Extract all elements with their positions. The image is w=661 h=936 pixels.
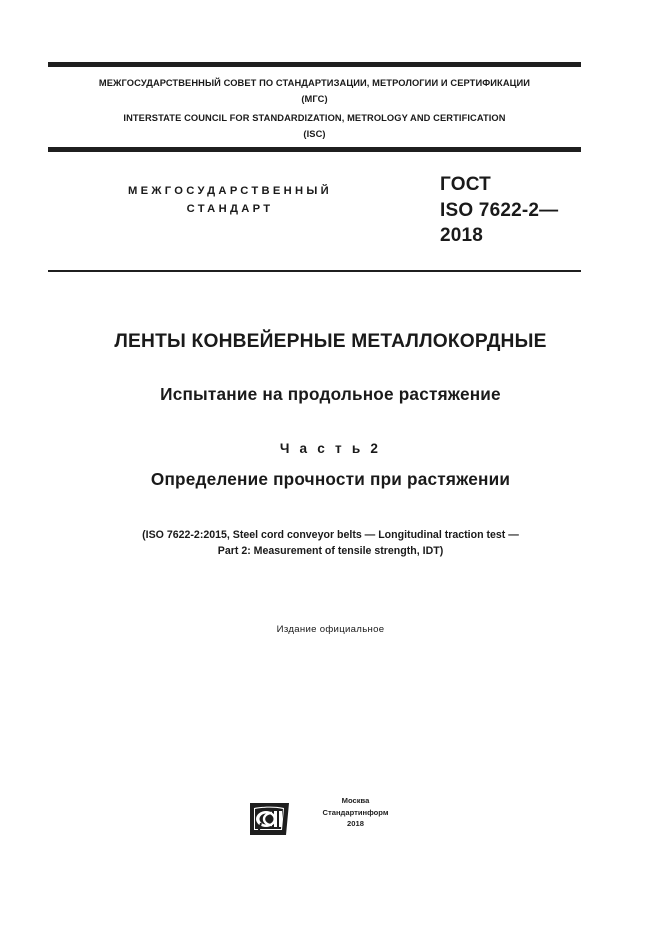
council-ru-line2: (МГС) [301, 93, 328, 104]
designation-line1: ГОСТ [440, 174, 491, 195]
header-rule-bottom [48, 270, 581, 272]
part-title: Определение прочности при растяжении [150, 469, 511, 489]
standard-designation [440, 172, 640, 249]
publisher-imprint [298, 795, 413, 830]
council-ru-line1: МЕЖГОСУДАРСТВЕННЫЙ СОВЕТ ПО СТАНДАРТИЗАЦИИ, МЕТРОЛОГИИ И СЕРТИФИКАЦИИ [98, 78, 531, 88]
standard-type-line1: МЕЖГОСУДАРСТВЕННЫЙ [127, 185, 333, 197]
council-en-line2: (ISC) [303, 128, 326, 139]
publisher-name: Стандартинформ [322, 807, 389, 817]
standard-type [60, 182, 400, 218]
publisher-year: 2018 [347, 819, 364, 829]
iso-equivalence-note [60, 527, 601, 559]
iso-note-line1: (ISO 7622-2:2015, Steel cord conveyor belts — Longitudinal traction test — [142, 529, 519, 541]
council-en-line1: INTERSTATE COUNCIL FOR STANDARDIZATION, METROLOGY AND CERTIFICATION [123, 113, 506, 123]
document-title: ЛЕНТЫ КОНВЕЙЕРНЫЕ МЕТАЛЛОКОРДНЫЕ [114, 331, 547, 352]
publisher-block [248, 795, 413, 850]
header-rule-middle [48, 147, 581, 152]
part-label: Ч а с т ь 2 [279, 441, 382, 456]
council-header [48, 76, 581, 142]
header-rule-top [48, 62, 581, 67]
official-edition-label: Издание официальное [276, 624, 385, 635]
iso-note-line2: Part 2: Measurement of tensile strength, IDT) [217, 545, 444, 557]
designation-line3: 2018 [440, 225, 484, 246]
designation-line2: ISO 7622-2— [440, 199, 559, 221]
publisher-city: Москва [341, 796, 370, 805]
document-subtitle: Испытание на продольное растяжение [160, 384, 501, 404]
standartinform-logo-icon [248, 799, 291, 839]
standard-type-line2: СТАНДАРТ [186, 203, 274, 215]
